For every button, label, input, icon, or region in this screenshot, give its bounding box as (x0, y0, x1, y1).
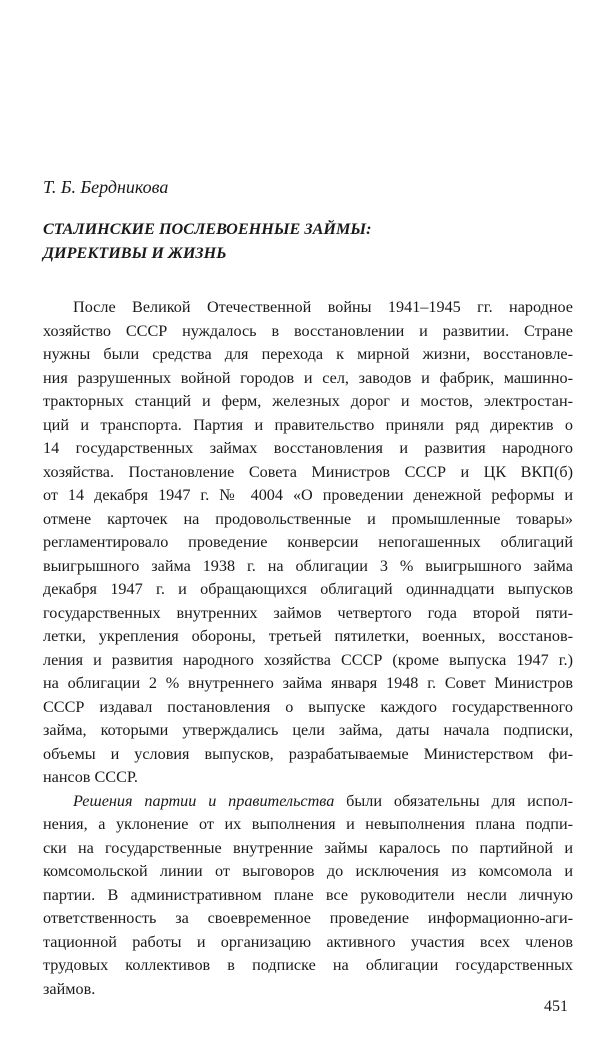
paragraph-2 (43, 790, 573, 1002)
title-line: ДИРЕКТИВЫ И ЖИЗНЬ (43, 243, 227, 262)
text-line: партии. В административном плане все руководители несли личную (43, 885, 573, 904)
paragraph-1 (43, 296, 573, 790)
text-line: тракторных станций и ферм, железных дорог и мостов, электростан- (43, 392, 573, 410)
text-line: хозяйства. Постановление Совета Министров СССР и ЦК ВКП(б) (43, 462, 573, 481)
text-line: СССР издавал постановления о выпуске каждого государственного (43, 697, 573, 716)
text-line: регламентировало проведение конверсии непогашенных облигаций (43, 533, 573, 551)
text-line: на облигации 2 % внутреннего займа января 1948 г. Совет Министров (43, 674, 573, 692)
text-line: от 14 декабря 1947 г. № 4004 «О проведении денежной реформы и (43, 486, 573, 504)
text-line: хозяйство СССР нуждалось в восстановлении и развитии. Стране (43, 321, 573, 340)
text-line: декабря 1947 г. и обращающихся облигаций одиннадцати выпусков (43, 580, 573, 598)
text-line: займа, которыми утверждались цели займа, даты начала подписки, (43, 721, 573, 739)
text-line: ций и транспорта. Партия и правительство приняли ряд директив о (43, 415, 573, 434)
text-line (43, 790, 573, 814)
article-title (43, 218, 573, 265)
text-fragment: были обязательны для испол- (334, 791, 574, 810)
page-number: 451 (544, 998, 568, 1015)
author-name: Т. Б. Бердникова (43, 177, 169, 197)
text-line: государственных внутренних займов четвертого года второй пяти- (43, 603, 573, 622)
text-line: ния разрушенных войной городов и сел, заводов и фабрик, машинно- (43, 368, 573, 387)
text-line: ления и развития народного хозяйства СССР (кроме выпуска 1947 г.) (43, 650, 573, 669)
text-line: комсомольской линии от выговоров до исключения из комсомола и (43, 862, 573, 880)
text-line: объемы и условия выпусков, разрабатываемые Министерством фи- (43, 744, 573, 763)
title-line: СТАЛИНСКИЕ ПОСЛЕВОЕННЫЕ ЗАЙМЫ: (43, 220, 372, 238)
text-line: трудовых коллективов в подписке на облигации государственных (43, 956, 573, 974)
text-line: тационной работы и организацию активного участия всех членов (43, 932, 573, 951)
text-line: нения, а уклонение от их выполнения и невыполнения плана подпи- (43, 815, 573, 833)
text-line: 14 государственных займах восстановления и развития народного (43, 439, 573, 457)
text-line: летки, укрепления обороны, третьей пятилетки, военных, восстанов- (43, 627, 573, 645)
text-line: отмене карточек на продовольственные и промышленные товары» (43, 509, 573, 528)
text-line: нансов СССР. (43, 768, 138, 786)
text-line: ответственность за своевременное проведение информационно-аги- (43, 909, 573, 927)
italic-emphasis: Решения партии и правительства (73, 791, 335, 810)
text-line: После Великой Отечественной войны 1941–1945 гг. народное (73, 298, 573, 316)
text-line: выигрышного займа 1938 г. на облигации 3 % выигрышного займа (43, 556, 573, 575)
text-line: нужны были средства для перехода к мирной жизни, восстановле- (43, 345, 573, 363)
text-line: займов. (43, 979, 96, 998)
text-line: ски на государственные внутренние займы каралось по партийной и (43, 838, 573, 857)
article-body (43, 296, 573, 1001)
